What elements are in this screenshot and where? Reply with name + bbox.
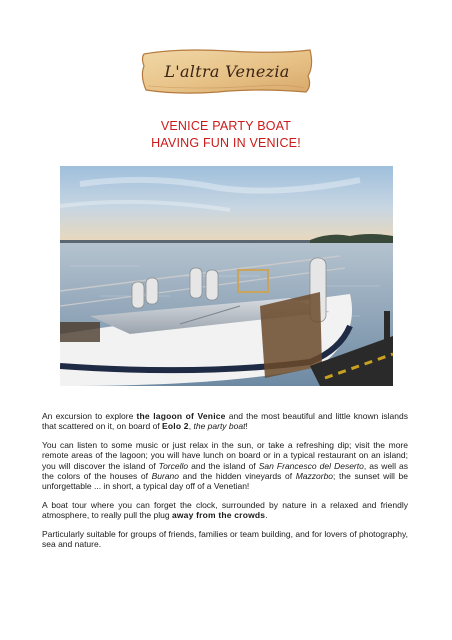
- boat-photo: [60, 166, 393, 386]
- body-text: [42, 411, 408, 557]
- highlight-crowds: away from the crowds: [171, 510, 266, 521]
- page-subtitle: HAVING FUN IN VENICE!: [151, 136, 301, 150]
- paragraph-activities: You can listen to some music or just relax in the sun, or take a refreshing dip; visit the more remote areas of the lagoon; you will have lunch on board or in a typical restaurant on an island; you will discover the island of Torcello and the island of San Francesco del Deserto, as well as the colors of the houses of Burano and the hidden vineyards of Mazzorbo; the sunset will be unforgettable ... in short, a typical day off of a Venetian!: [42, 439, 408, 492]
- title-block: [0, 118, 452, 152]
- highlight-lagoon: the lagoon of Venice: [136, 411, 226, 421]
- paragraph-audience: Particularly suitable for groups of friends, families or team building, and for lovers of photography, sea and nature.: [42, 528, 408, 550]
- logo: [138, 46, 316, 96]
- paragraph-intro: An excursion to explore the lagoon of Venice and the most beautiful and little known islands that scattered on it, on board of Eolo 2, the party boat!: [42, 411, 408, 432]
- paragraph-atmosphere: A boat tour where you can forget the clock, surrounded by nature in a relaxed and friendly atmosphere, to really pull the plug away from the crowds.: [42, 499, 408, 521]
- bags: [60, 322, 100, 342]
- logo-text: L'altra Venezia: [164, 61, 290, 81]
- highlight-boat-name: Eolo 2: [162, 421, 189, 432]
- page-title: VENICE PARTY BOAT: [160, 119, 292, 133]
